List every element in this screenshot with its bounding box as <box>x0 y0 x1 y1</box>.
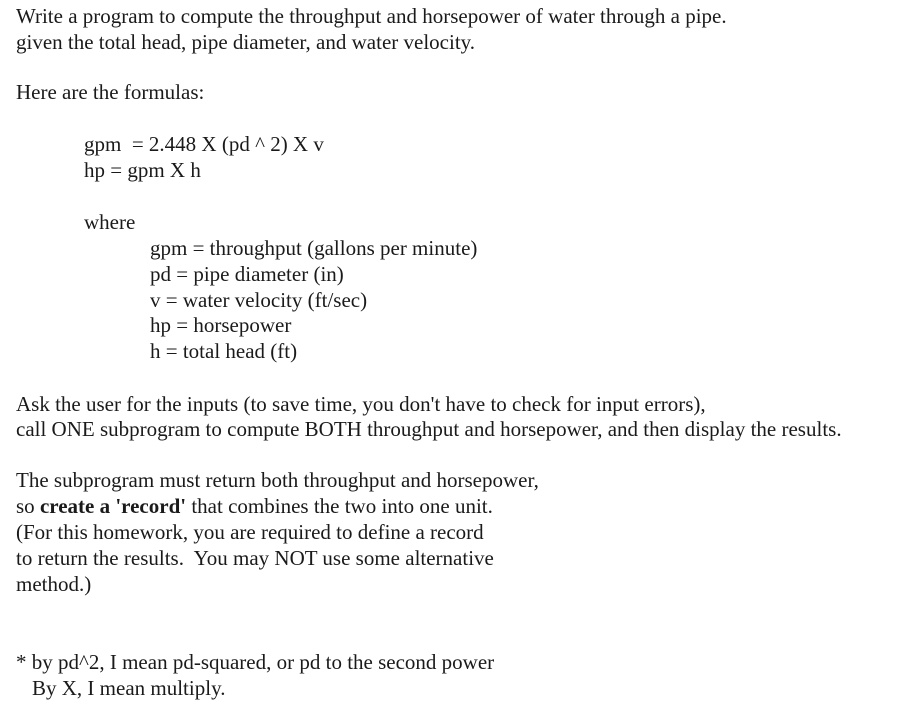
formula-hp: hp = gpm X h <box>84 158 201 182</box>
definition-pd: pd = pipe diameter (in) <box>150 262 344 286</box>
formulas-heading: Here are the formulas: <box>16 80 205 104</box>
where-label: where <box>84 210 136 234</box>
definition-gpm: gpm = throughput (gallons per minute) <box>150 236 478 260</box>
intro-line-1: Write a program to compute the throughput and horsepower of water through a pipe. <box>16 4 727 28</box>
formula-gpm: gpm = 2.448 X (pd ^ 2) X v <box>84 132 324 156</box>
definition-h: h = total head (ft) <box>150 339 298 363</box>
intro-line-2: given the total head, pipe diameter, and water velocity. <box>16 30 476 54</box>
record-note-line-3: (For this homework, you are required to define a record <box>16 520 484 544</box>
instructions-line-1: Ask the user for the inputs (to save time, you don't have to check for input errors), <box>16 392 706 416</box>
record-note-prefix: so <box>16 494 40 518</box>
definition-hp: hp = horsepower <box>150 313 292 337</box>
record-note-suffix: that combines the two into one unit. <box>186 494 493 518</box>
record-note-line-4: to return the results. You may NOT use some alternative <box>16 546 494 570</box>
footnote-line-2: By X, I mean multiply. <box>32 676 226 700</box>
record-note-line-2 <box>16 493 493 519</box>
footnote-line-1: * by pd^2, I mean pd-squared, or pd to the second power <box>16 650 495 674</box>
record-note-emphasis: create a 'record' <box>39 494 187 518</box>
record-note-line-5: method.) <box>16 572 92 596</box>
instructions-line-2: call ONE subprogram to compute BOTH throughput and horsepower, and then display the results. <box>16 417 842 441</box>
definition-v: v = water velocity (ft/sec) <box>150 288 368 312</box>
record-note-line-1: The subprogram must return both throughput and horsepower, <box>16 468 539 492</box>
